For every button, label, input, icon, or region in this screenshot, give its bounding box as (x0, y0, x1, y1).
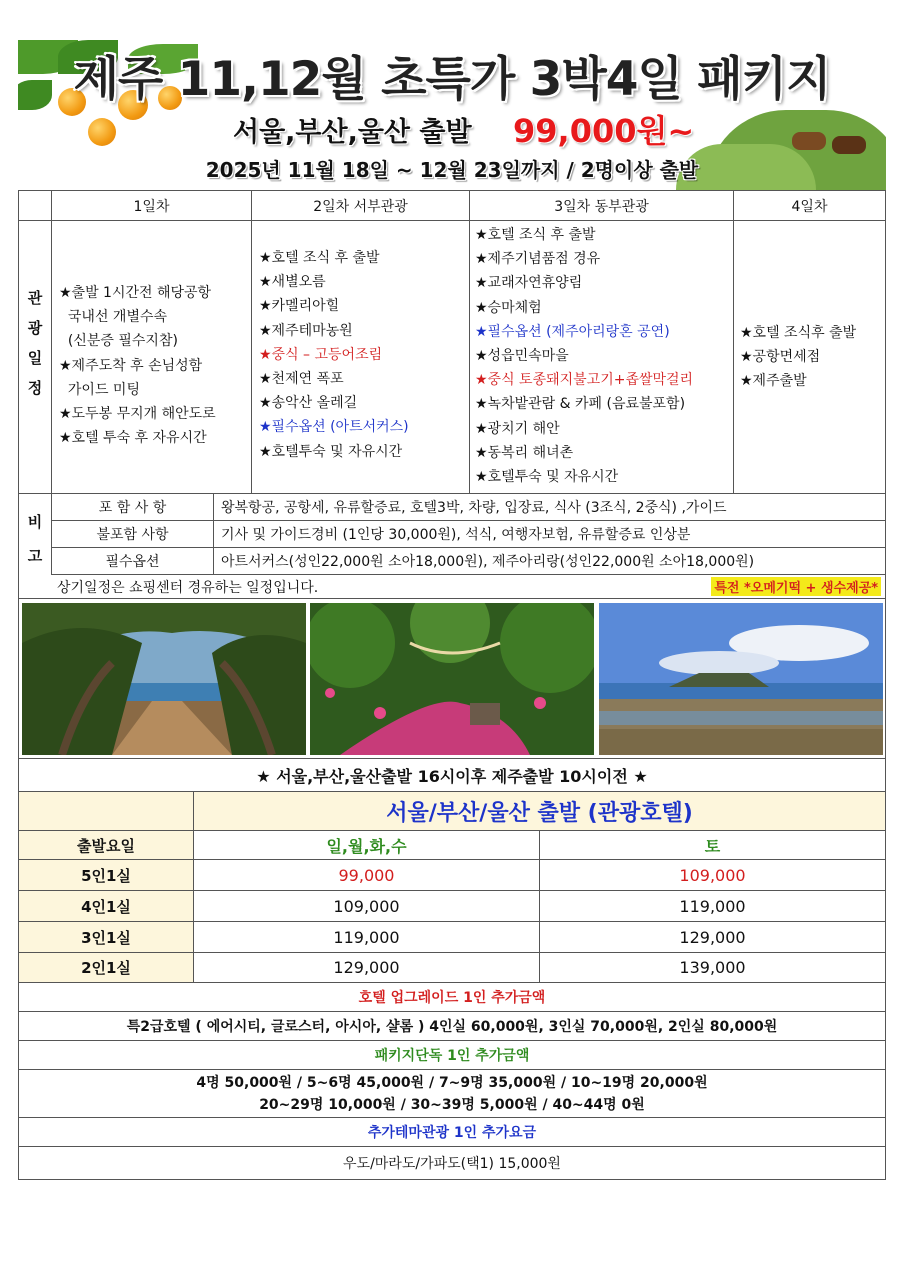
schedule-item: ★필수옵션 (아트서커스) (259, 419, 409, 436)
solo-package-title: 패키지단독 1인 추가금액 (374, 1048, 530, 1064)
solo-package-line2: 20~29명 10,000원 / 30~39명 5,000원 / 40~44명 0원 (259, 1097, 645, 1113)
schedule-item: ★승마체험 (475, 299, 542, 316)
schedule-item: ★광치기 해안 (475, 420, 560, 437)
schedule-item: ★동복리 해녀촌 (475, 444, 574, 461)
excluded-value: 기사 및 가이드경비 (1인당 30,000원), 석식, 여행자보험, 유류할증료 인상분 (221, 527, 691, 543)
room-2-weekday-price: 129,000 (333, 958, 400, 977)
shopping-note: 상기일정은 쇼핑센터 경유하는 일정입니다. (57, 579, 319, 596)
schedule-item: ★공항면세점 (740, 349, 821, 366)
travel-period: 2025년 11월 18일 ~ 12월 23일까지 / 2명이상 출발 (205, 158, 699, 182)
room-4-weekday-price: 109,000 (333, 896, 400, 916)
day1-header: 1일차 (133, 198, 170, 215)
room-3-weekday-price: 119,000 (333, 927, 400, 947)
room-2-saturday-price: 139,000 (679, 958, 746, 977)
hotel-upgrade-title: 호텔 업그레이드 1인 추가금액 (358, 990, 546, 1006)
schedule-item: ★새별오름 (259, 274, 326, 291)
room-2-label: 2인1실 (19, 953, 193, 982)
room-3-saturday-price: 129,000 (679, 927, 746, 947)
header-banner (18, 40, 886, 190)
schedule-item: ★호텔투숙 및 자유시간 (259, 443, 403, 460)
schedule-item: ★호텔 조식후 출발 (740, 325, 857, 341)
day3-header: 3일차 동부관광 (554, 198, 649, 215)
photo-camellia-garden (310, 603, 594, 755)
schedule-item: ★교래자연휴양림 (475, 275, 583, 292)
schedule-item: ★호텔 조식 후 출발 (259, 250, 380, 266)
day2-schedule (259, 246, 409, 464)
schedule-item: ★호텔 투숙 후 자유시간 (59, 430, 207, 447)
schedule-item: ★호텔 조식 후 출발 (475, 227, 596, 243)
schedule-item: 국내선 개별수속 (59, 309, 168, 326)
schedule-item: ★녹차밭관람 & 카페 (음료불포함) (475, 396, 686, 413)
included-value: 왕복항공, 공항세, 유류할증료, 호텔3박, 차량, 입장료, 식사 (3조식, 2중식) ,가이드 (221, 500, 727, 516)
schedule-item: ★제주도착 후 손님성함 (59, 357, 203, 374)
day1-schedule (59, 281, 216, 450)
schedule-item: ★출발 1시간전 해당공항 (59, 285, 212, 301)
package-title: 제주 11,12월 초특가 3박4일 패키지 (73, 52, 831, 107)
schedule-item: ★도두봉 무지개 해안도로 (59, 406, 216, 423)
theme-tour-title: 추가테마관광 1인 추가요금 (367, 1125, 537, 1141)
flight-time-banner: ★ 서울,부산,울산출발 16시이후 제주출발 10시이전 ★ (256, 767, 648, 786)
price-table-title: 서울/부산/울산 출발 (관광호텔) (386, 800, 693, 826)
schedule-item: ★중식 – 고등어조림 (259, 346, 383, 363)
schedule-item: ★제주테마농원 (259, 322, 353, 339)
day4-header: 4일차 (791, 198, 828, 215)
schedule-item: 가이드 미팅 (59, 381, 140, 398)
excluded-label: 불포함 사항 (96, 527, 169, 543)
day4-schedule (740, 321, 856, 394)
departure-day-label: 출발요일 (19, 831, 193, 859)
photo-tree-tunnel (22, 603, 306, 755)
saturday-column-header: 토 (704, 836, 721, 856)
schedule-item: ★제주기념품점 경유 (475, 251, 601, 268)
mandatory-option-value: 아트서커스(성인22,000원 소아18,000원), 제주아리랑(성인22,000원 소아18,000원) (221, 554, 755, 570)
day2-header: 2일차 서부관광 (313, 198, 408, 215)
schedule-item: ★호텔투숙 및 자유시간 (475, 469, 619, 486)
hotel-upgrade-text: 특2급호텔 ( 에어시티, 글로스터, 아시아, 샬롬 ) 4인실 60,000원, 3인실 70,000원, 2인실 80,000원 (126, 1019, 778, 1035)
schedule-item: ★천제연 폭포 (259, 371, 344, 388)
day3-schedule (475, 223, 693, 489)
schedule-item: ★제주출발 (740, 373, 807, 390)
room-5-saturday-price: 109,000 (679, 865, 746, 885)
room-4-saturday-price: 119,000 (679, 896, 746, 916)
schedule-item: (신분증 필수지참) (59, 333, 178, 350)
special-benefit: 특전 *오메기떡 + 생수제공* (589, 575, 881, 598)
schedule-item: ★중식 토종돼지불고기+좁쌀막걸리 (475, 372, 694, 389)
photo-seongsan-coast (599, 603, 883, 755)
schedule-item: ★필수옵션 (제주아리랑혼 공연) (475, 323, 670, 340)
schedule-side-label: 관 광 일 정 (27, 289, 43, 397)
weekday-column-header: 일,월,화,수 (326, 836, 407, 856)
theme-tour-text: 우도/마라도/가파도(택1) 15,000원 (343, 1156, 561, 1172)
itinerary-sheet (18, 190, 886, 1180)
room-5-label: 5인1실 (19, 860, 193, 890)
departure-cities: 서울,부산,울산 출발 (233, 117, 472, 148)
room-3-label: 3인1실 (19, 922, 193, 952)
schedule-item: ★성읍민속마을 (475, 348, 569, 365)
room-4-label: 4인1실 (19, 891, 193, 921)
schedule-item: ★송악산 올레길 (259, 395, 358, 412)
remarks-side-label: 비 고 (27, 513, 43, 565)
schedule-item: ★카멜리아힐 (259, 298, 340, 315)
included-label: 포 함 사 항 (98, 500, 167, 516)
mandatory-option-label: 필수옵션 (105, 554, 160, 570)
solo-package-line1: 4명 50,000원 / 5~6명 45,000원 / 7~9명 35,000원 / 10~19명 20,000원 (196, 1075, 708, 1091)
starting-price: 99,000원~ (513, 112, 695, 150)
room-5-weekday-price: 99,000 (338, 865, 395, 885)
